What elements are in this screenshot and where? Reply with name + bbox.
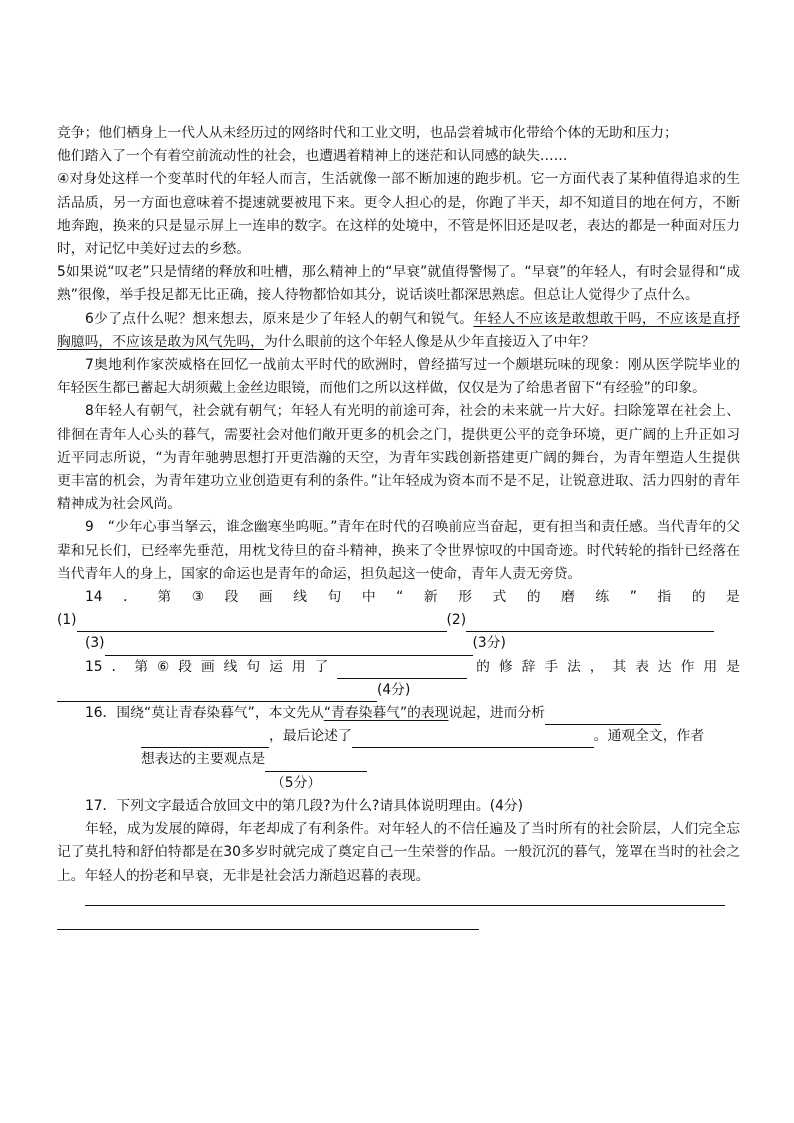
q14-char: 新 [423, 589, 438, 606]
q14-char: 段 [224, 589, 239, 606]
q16-underlined-phrase: “青春染暮气”的表现 [323, 705, 449, 722]
q16-text-post: 说起，进而分析 [448, 705, 546, 722]
paragraph-7: 7奥地利作家茨威格在回忆一战前太平时代的欧洲时，曾经描写过一个颇堪玩味的现象：刚从医学院毕业的年轻医生都已蓄起大胡须戴上金丝边眼镜，而他们之所以这样做，仅仅是为了给患者留下“有经验”的印象。 [57, 357, 740, 397]
q15-char: 运 [269, 658, 283, 675]
question-16-score-row [57, 772, 740, 795]
paragraph-6-underlined-sentence: 年轻人不应该是敢想敢干吗，不应该是直抒胸臆吗，不应该是敢为风气先吗， [57, 310, 741, 350]
q14-answer-blank-2[interactable] [466, 615, 714, 632]
question-15-answer-row [57, 679, 740, 702]
q14-blank-1-label: (1) [57, 612, 77, 629]
q14-char: 磨 [561, 589, 575, 606]
question-16-line-3 [57, 748, 740, 771]
q14-char: 练 [595, 589, 610, 606]
paragraph-5: 5如果说“叹老”只是情绪的释放和吐槽，那么精神上的“早衰”就值得警惕了。“早衰”的年轻人，有时会显得和“成熟”很像，举手投足都无比正确，接人待物都恰如其分，说话谈吐都深思熟虑。但总让人觉得少了点什么。 [57, 264, 740, 304]
q17-answer-line-2[interactable] [57, 928, 479, 930]
q14-char: 的 [691, 589, 706, 606]
q14-char: 指 [657, 589, 672, 606]
q14-char: 第 [157, 589, 172, 606]
question-14-blanks-row-1 [57, 609, 740, 632]
q15-char: ， [589, 658, 604, 675]
q16-answer-blank-2[interactable] [352, 731, 594, 748]
question-17-stem: 17．下列文字最适合放回文中的第几段?为什么?请具体说明理由。(4分) [85, 797, 524, 814]
q14-char: 式 [492, 589, 507, 606]
q15-char: 辞 [521, 658, 536, 675]
q15-char: 句 [246, 658, 261, 675]
q14-char: 画 [258, 589, 273, 606]
q14-answer-blank-1[interactable] [77, 615, 447, 632]
paragraph-9: 9 “少年心事当拏云，谁念幽寒坐呜呃。”青年在时代的召唤前应当奋起，更有担当和责任感。当代青年的父辈和兄长们，已经率先垂范，用枕戈待旦的奋斗精神，换来了令世界惊叹的中国奇迹。时代转轮的指针已经落在当代青年人的身上，国家的命运也是青年的命运，担负起这一使命，青年人责无旁贷。 [57, 519, 740, 582]
question-16-line-1 [57, 702, 740, 725]
q14-char: 线 [293, 589, 308, 606]
q15-char: ． [111, 658, 126, 675]
q16-answer-blank-1-cont[interactable] [141, 731, 269, 748]
q15-char: 了 [314, 658, 329, 675]
q14-char: 形 [458, 589, 472, 606]
q15-char: 修 [498, 658, 513, 675]
q16-answer-blank-3[interactable] [265, 755, 367, 772]
question-15-stem [57, 656, 740, 679]
q15-char: 达 [657, 658, 672, 675]
question-16-line-2 [57, 725, 740, 748]
q14-blank-3-label: (3) [85, 635, 105, 652]
q16-text-line3: 想表达的主要观点是 [141, 751, 266, 768]
q15-rhetoric-blank[interactable] [337, 662, 467, 679]
q15-char: 用 [703, 658, 718, 675]
q15-char: 画 [200, 658, 215, 675]
q15-char: 第 [134, 658, 148, 675]
q14-char: ． [123, 589, 137, 606]
paragraph-3-continuation-line-1: 竞争；他们栖身上一代人从未经历过的网络时代和工业文明，也品尝着城市化带给个体的无助和压力； [57, 125, 678, 141]
paragraph-4: ④对身处这样一个变革时代的年轻人而言，生活就像一部不断加速的跑步机。它一方面代表了某种值得追求的生活品质，另一方面也意味着不提速就要被甩下来。更令人担心的是，你跑了半天，却不知道目的地在何方，不断地奔跑，换来的只是显示屏上一连串的数字。在这样的处境中，不管是怀旧还是叹老，表达的都是一种面对压力时，对记忆中美好过去的乡愁。 [57, 171, 740, 258]
paragraph-8: 8年轻人有朝气，社会就有朝气；年轻人有光明的前途可奔，社会的未来就一片大好。扫除笼罩在社会上、徘徊在青年人心头的暮气，需要社会对他们敞开更多的机会之门，提供更公平的竞争环境，更广阔的上升正如习近平同志所说，“为青年驰骋思想打开更浩瀚的天空，为青年实践创新搭建更广阔的舞台，为青年塑造人生提供更丰富的机会，为青年建功立业创造更有利的条件。”让年轻成为资本而不是不足，让锐意进取、活力四射的青年精神成为社会风尚。 [57, 403, 740, 513]
q15-char: 是 [726, 658, 740, 675]
q15-char: 段 [178, 658, 193, 675]
question-14-stem [57, 586, 740, 609]
question-14-blanks-row-2 [57, 632, 740, 655]
question-17-passage: 年轻，成为发展的障碍，年老却成了有利条件。对年轻人的不信任遍及了当时所有的社会阶层，人们完全忘记了莫扎特和舒伯特都是在30多岁时就完成了奠定自己一生荣誉的作品。一般沉沉的暮气，笼罩在当时的社会之上。年轻人的扮老和早衰，无非是社会活力渐趋迟暮的表现。 [57, 821, 740, 884]
paragraph-6 [57, 308, 740, 354]
q14-char: 句 [327, 589, 342, 606]
q15-score: (4分) [377, 681, 411, 698]
q14-char: 14 [85, 589, 103, 606]
q15-effect-blank[interactable] [57, 685, 377, 702]
paragraph-6-text-a: 6少了点什么呢？想来想去，原来是少了年轻人的朝气和锐气。 [85, 310, 474, 327]
q14-char: 的 [526, 589, 541, 606]
q16-answer-blank-1[interactable] [545, 708, 661, 725]
q15-char: 作 [680, 658, 695, 675]
q14-char: ” [629, 589, 637, 606]
paragraph-6-text-b: 为什么眼前的这个年轻人像是从少年直接迈入了中年？ [263, 333, 596, 350]
q14-char: 中 [361, 589, 376, 606]
q15-char: 用 [291, 658, 306, 675]
q14-answer-blank-3[interactable] [105, 639, 473, 656]
q14-char: ③ [191, 589, 205, 606]
q15-char: 表 [635, 658, 649, 675]
q16-score: （5分） [271, 774, 322, 791]
q14-score: (3分) [472, 635, 506, 652]
q15-char: 手 [544, 658, 559, 675]
q16-text-end: 。通观全文，作者 [593, 728, 705, 745]
q15-char: 15 [85, 658, 103, 675]
q15-char: 的 [476, 658, 490, 675]
q15-char: ⑥ [156, 658, 170, 675]
q14-blank-2-label: (2) [446, 612, 467, 629]
q15-char: 线 [223, 658, 238, 675]
q15-char: 法 [567, 658, 581, 675]
q15-char: 其 [612, 658, 627, 675]
q14-char: “ [396, 589, 404, 606]
q16-text-mid: ，最后论述了 [269, 728, 352, 745]
q14-char: 是 [726, 589, 740, 606]
paragraph-3-continuation-line-2: 他们踏入了一个有着空前流动性的社会，也遭遇着精神上的迷茫和认同感的缺失…… [57, 148, 568, 165]
document-page [57, 122, 740, 930]
q16-text-pre: 16．围绕“莫让青春染暮气”，本文先从 [85, 705, 324, 722]
